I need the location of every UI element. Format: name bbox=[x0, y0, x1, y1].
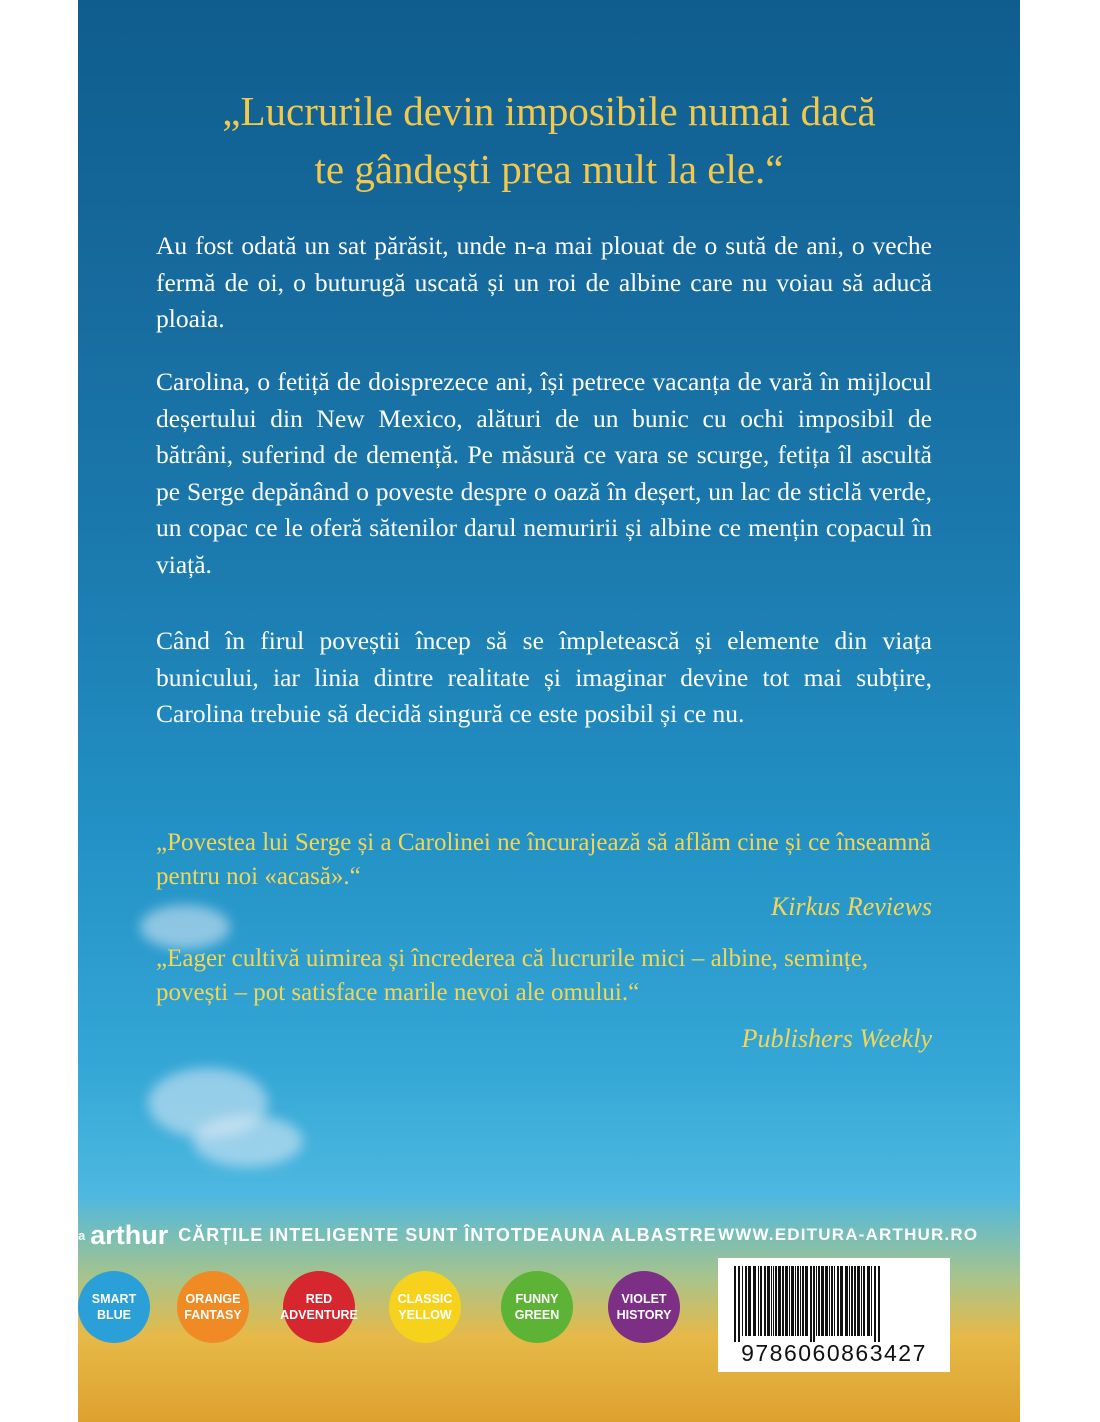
barcode-bars bbox=[734, 1266, 934, 1342]
barcode-bar bbox=[813, 1266, 815, 1342]
barcode-bar bbox=[874, 1266, 876, 1342]
synopsis-paragraph: Au fost odată un sat părăsit, unde n-a mai plouat de o sută de ani, o veche fermă de oi, o buturugă uscată și un roi de albine care nu voiau să aducă ploaia. bbox=[156, 231, 932, 333]
cover-quote-line: „Lucrurile devin imposibile numai dacă bbox=[222, 88, 876, 134]
collection-badge-funny-green bbox=[501, 1271, 573, 1343]
collection-badge-classic-yellow bbox=[389, 1271, 461, 1343]
barcode-bar bbox=[778, 1266, 781, 1336]
barcode-bar bbox=[734, 1266, 736, 1342]
collection-badge-line: BLUE bbox=[96, 1308, 131, 1322]
barcode-bar bbox=[742, 1266, 743, 1336]
publisher-tagline-row bbox=[78, 1219, 717, 1250]
collection-badge-line: ADVENTURE bbox=[280, 1308, 358, 1322]
barcode-bar bbox=[829, 1266, 830, 1336]
barcode-bar bbox=[748, 1266, 751, 1336]
barcode-bar bbox=[831, 1266, 833, 1336]
cover-quote-line: te gândești prea mult la ele.“ bbox=[314, 146, 784, 192]
barcode-bar bbox=[861, 1266, 862, 1336]
publisher-logo-prefix: a bbox=[78, 1227, 87, 1243]
barcode-bar bbox=[818, 1266, 820, 1336]
barcode-bar bbox=[760, 1266, 762, 1336]
collection-badge-red-adventure bbox=[280, 1271, 358, 1343]
barcode-bar bbox=[773, 1266, 774, 1336]
barcode-bar bbox=[791, 1266, 794, 1336]
review-quote: „Eager cultivă uimirea și încrederea că lucrurile mici – albine, semințe, povești – pot satisface marile nevoi ale omului.“ bbox=[156, 945, 869, 1006]
barcode-bar bbox=[878, 1266, 880, 1342]
collection-badge-line: ORANGE bbox=[185, 1292, 241, 1306]
collection-badge-smart-blue bbox=[78, 1271, 150, 1343]
collection-badge-line: YELLOW bbox=[398, 1308, 452, 1322]
publisher-website: WWW.EDITURA-ARTHUR.RO bbox=[718, 1225, 979, 1244]
collection-badge-line: HISTORY bbox=[616, 1308, 672, 1322]
barcode-bar bbox=[810, 1266, 812, 1342]
publisher-logo: arthur bbox=[90, 1219, 169, 1250]
barcode-bar bbox=[857, 1266, 860, 1336]
barcode-bar bbox=[775, 1266, 777, 1336]
barcode-bar bbox=[767, 1266, 770, 1336]
barcode-bar bbox=[789, 1266, 790, 1336]
barcode-bar bbox=[849, 1266, 850, 1336]
barcode-bar bbox=[795, 1266, 796, 1336]
barcode-bar bbox=[854, 1266, 856, 1336]
barcode-bar bbox=[797, 1266, 799, 1336]
barcode-bar bbox=[771, 1266, 772, 1336]
cover-quote bbox=[78, 82, 1020, 198]
barcode-bar bbox=[800, 1266, 801, 1336]
barcode-bar bbox=[845, 1266, 848, 1336]
synopsis-paragraph: Când în firul poveștii încep să se împletească și elemente din viața bunicului, iar linia dintre realitate și imaginar devine tot mai subțire, Carolina trebuie să decidă singură ce este posibil și ce nu. bbox=[156, 626, 932, 728]
collection-badge-line: GREEN bbox=[514, 1308, 560, 1322]
collection-badge-line: SMART bbox=[91, 1292, 137, 1306]
barcode-bar bbox=[825, 1266, 828, 1336]
barcode-bar bbox=[753, 1266, 756, 1336]
barcode-bar bbox=[816, 1266, 817, 1336]
barcode-bar bbox=[785, 1266, 788, 1336]
barcode-bar bbox=[851, 1266, 853, 1336]
barcode-bar bbox=[745, 1266, 747, 1336]
barcode-bar bbox=[871, 1266, 872, 1336]
review-source: Kirkus Reviews bbox=[770, 892, 932, 921]
book-back-cover bbox=[78, 0, 1020, 1422]
barcode-bar bbox=[758, 1266, 759, 1336]
barcode-bar bbox=[837, 1266, 839, 1336]
collection-badge-violet-history bbox=[608, 1271, 680, 1343]
cloud-decoration bbox=[193, 1115, 303, 1167]
barcode-bar bbox=[805, 1266, 808, 1336]
collection-badge-line: RED bbox=[305, 1292, 333, 1306]
collection-badge-line: FANTASY bbox=[184, 1308, 242, 1322]
collection-badge-line: VIOLET bbox=[621, 1292, 667, 1306]
review-source: Publishers Weekly bbox=[741, 1024, 932, 1053]
collection-badge-orange-fantasy bbox=[177, 1271, 249, 1343]
collection-badge-line: FUNNY bbox=[515, 1292, 559, 1306]
barcode-bar bbox=[834, 1266, 835, 1336]
collection-badge-line: CLASSIC bbox=[397, 1292, 453, 1306]
publisher-tagline: CĂRȚILE INTELIGENTE SUNT ÎNTOTDEAUNA ALBASTRE bbox=[178, 1224, 717, 1245]
barcode-bar bbox=[840, 1266, 843, 1336]
barcode-bar bbox=[821, 1266, 824, 1336]
barcode-bar bbox=[764, 1266, 766, 1336]
barcode-bar bbox=[738, 1266, 740, 1342]
barcode-bar bbox=[863, 1266, 865, 1336]
synopsis-paragraph: Carolina, o fetiță de doisprezece ani, își petrece vacanța de vară în mijlocul deșertului din New Mexico, alături de un bunic cu ochi imposibil de bătrâni, suferind de demență. Pe măsură ce vara se scurge, fetița îl ascultă pe Serge depănând o poveste despre o oază în deșert, un lac de sticlă verde, un copac ce le oferă sătenilor darul nemuririi și albine ce mențin copacul în viață. bbox=[156, 367, 932, 579]
barcode-bar bbox=[867, 1266, 870, 1336]
isbn-number: 9786060863427 bbox=[741, 1340, 927, 1366]
barcode-bar bbox=[782, 1266, 784, 1336]
barcode bbox=[718, 1258, 950, 1372]
review-quote: „Povestea lui Serge și a Carolinei ne încurajează să aflăm cine și ce înseamnă pentru noi «acasă».“ bbox=[156, 829, 931, 890]
barcode-bar bbox=[802, 1266, 804, 1336]
